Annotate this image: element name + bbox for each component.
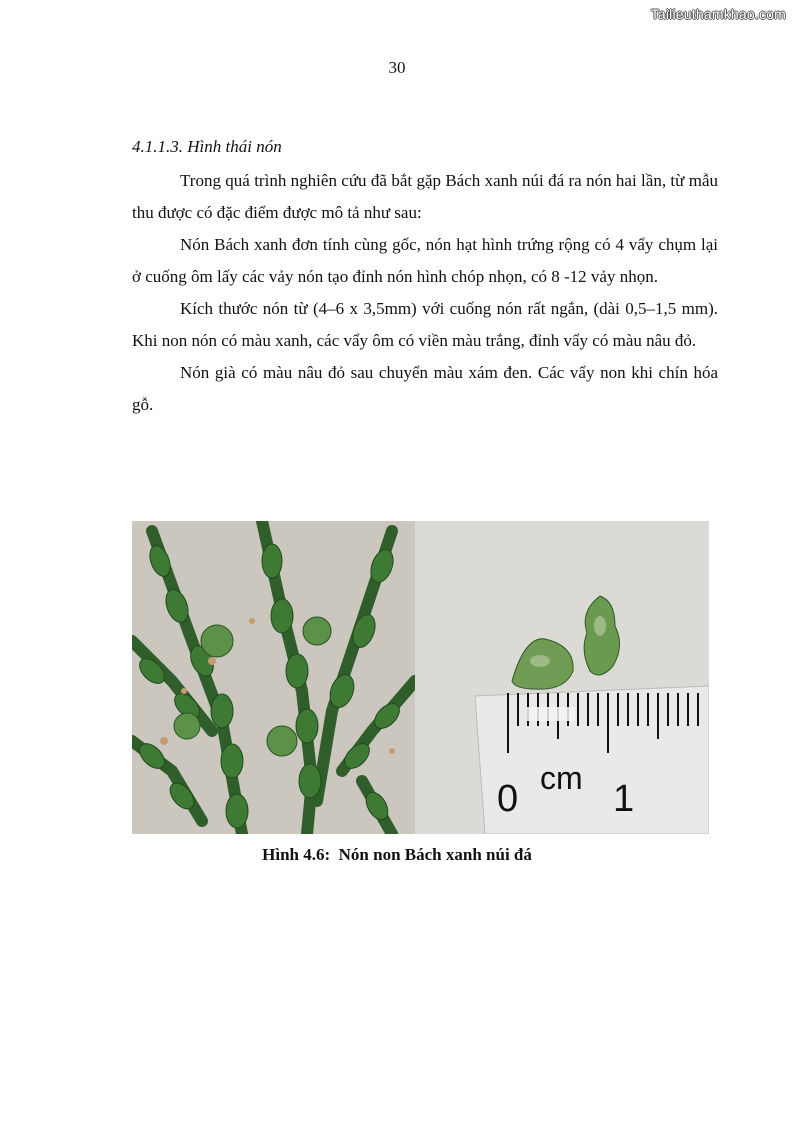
ruler-label-unit: cm [540, 760, 583, 796]
paragraph: Nón Bách xanh đơn tính cùng gốc, nón hạt hình trứng rộng có 4 vẩy chụm lại ở cuống ôm lấy các vảy nón tạo đỉnh nón hình chóp nhọn, có 8 -12 vảy nhọn. [132, 235, 718, 286]
section-heading: 4.1.1.3. Hình thái nón [132, 137, 282, 156]
figure-caption: Hình 4.6: Nón non Bách xanh núi đá [262, 845, 532, 864]
watermark: Tailieuthamkhao.com [650, 6, 786, 22]
figure [132, 521, 709, 834]
ruler-label-zero: 0 [497, 778, 519, 820]
photo-cones-with-ruler [415, 521, 709, 834]
photo-branch-with-cones [132, 521, 415, 834]
ruler-label-one: 1 [613, 778, 635, 820]
paragraph: Kích thước nón từ (4–6 x 3,5mm) với cuống nón rất ngắn, (dài 0,5–1,5 mm). Khi non nón có màu xanh, các vẩy ôm có viền màu trắng, đỉnh vẩy có màu nâu đỏ. [132, 299, 718, 350]
body-text [132, 131, 718, 421]
paragraph: Nón già có màu nâu đỏ sau chuyển màu xám đen. Các vẩy non khi chín hóa gỗ. [132, 363, 718, 414]
page-number: 30 [388, 58, 406, 77]
paragraph: Trong quá trình nghiên cứu đã bắt gặp Bách xanh núi đá ra nón hai lần, từ mẫu thu được có đặc điểm được mô tả như sau: [132, 171, 718, 222]
